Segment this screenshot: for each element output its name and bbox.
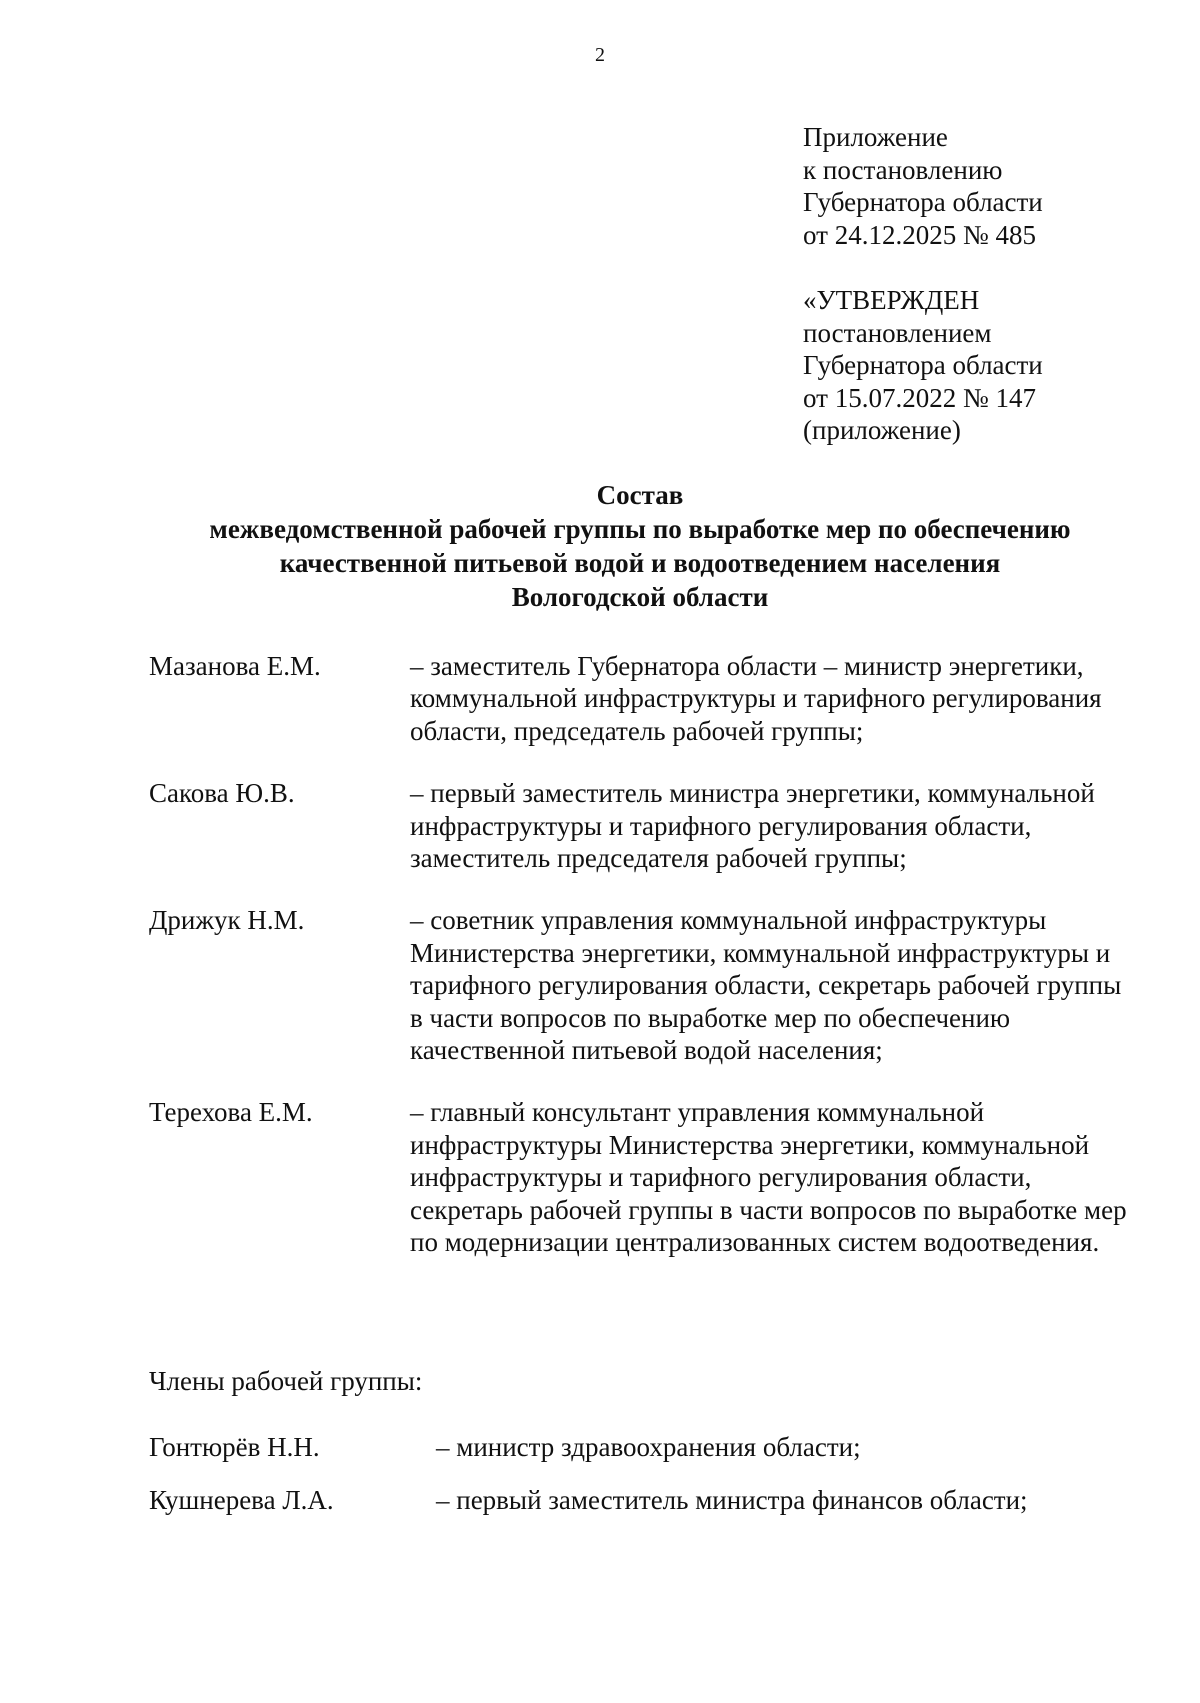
- person-name: Терехова Е.М.: [149, 1097, 313, 1128]
- title-line: Вологодской области: [511, 582, 769, 612]
- person-role: – главный консультант управления коммунальной инфраструктуры Министерства энергетики, коммунальной инфраструктуры и тарифного регулирования области, секретарь рабочей группы в части вопросов по выработке мер по модернизации централизованных систем водоотведения.: [410, 1097, 1127, 1258]
- approval-line: от 15.07.2022 № 147: [803, 382, 1036, 413]
- member-name: Гонтюрёв Н.Н.: [149, 1432, 320, 1462]
- person-name: Дрижук Н.М.: [149, 905, 305, 936]
- leadership-list: [149, 650, 1139, 1259]
- person-role: – первый заместитель министра энергетики, коммунальной инфраструктуры и тарифного регулирования области, заместитель председателя рабочей группы;: [410, 778, 1095, 874]
- page-number: 2: [595, 44, 605, 66]
- leadership-entry: [149, 1096, 1139, 1258]
- leadership-entry: [149, 777, 1139, 874]
- person-role: – заместитель Губернатора области – министр энергетики, коммунальной инфраструктуры и тарифного регулирования области, председатель рабочей группы;: [410, 651, 1102, 746]
- person-name: Сакова Ю.В.: [149, 778, 295, 809]
- approval-line: Губернатора области: [803, 350, 1043, 380]
- document-title: [60, 478, 1200, 614]
- leadership-entry: [149, 904, 1139, 1066]
- approval-line: (приложение): [803, 415, 961, 445]
- member-entry: [149, 1484, 1149, 1516]
- title-line: межведомственной рабочей группы по выработке мер по обеспечению: [209, 514, 1071, 544]
- appendix-line: Приложение: [803, 122, 948, 152]
- approval-line: «УТВЕРЖДЕН: [803, 285, 980, 315]
- title-line: Состав: [596, 480, 684, 510]
- member-role: – министр здравоохранения области;: [436, 1432, 861, 1462]
- approval-stamp-text: [803, 284, 1043, 447]
- person-name: Мазанова Е.М.: [149, 651, 321, 681]
- appendix-reference: [803, 121, 1043, 251]
- appendix-line: от 24.12.2025 № 485: [803, 219, 1036, 250]
- member-name: Кушнерева Л.А.: [149, 1485, 334, 1515]
- members-list: [149, 1431, 1149, 1537]
- appendix-line: к постановлению: [803, 154, 1003, 185]
- title-line: качественной питьевой водой и водоотведением населения: [279, 548, 1001, 578]
- members-heading: Члены рабочей группы:: [149, 1366, 423, 1396]
- approval-line: постановлением: [803, 317, 992, 348]
- leadership-entry: [149, 650, 1139, 747]
- member-role: – первый заместитель министра финансов области;: [436, 1485, 1028, 1515]
- appendix-line: Губернатора области: [803, 187, 1043, 217]
- person-role: – советник управления коммунальной инфраструктуры Министерства энергетики, коммунальной инфраструктуры и тарифного регулирования области, секретарь рабочей группы в части вопросов по выработке мер по обеспечению качественной питьевой водой населения;: [410, 905, 1122, 1066]
- member-entry: [149, 1431, 1149, 1463]
